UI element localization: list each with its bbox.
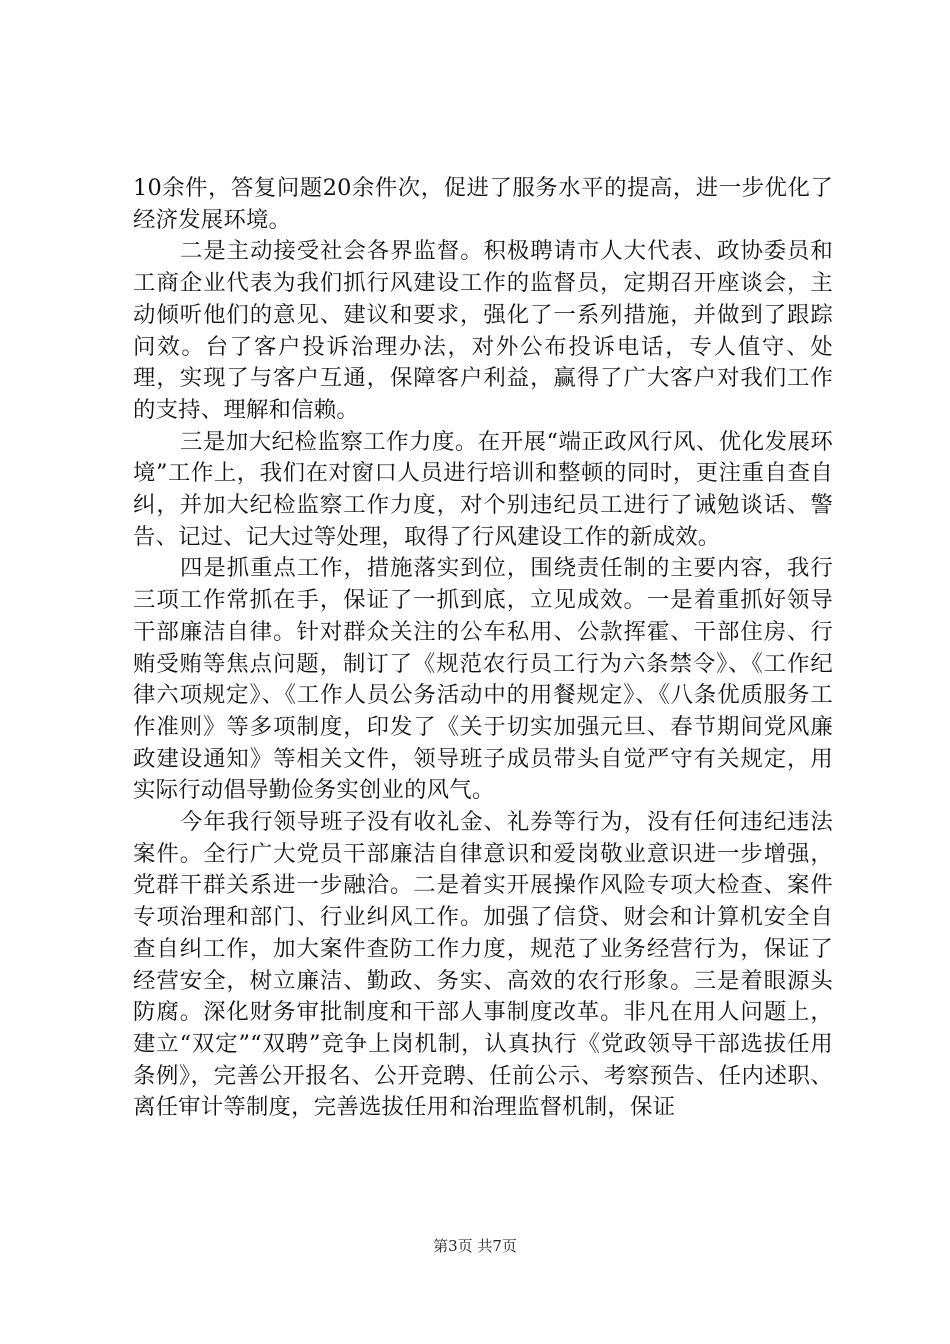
paragraph-this-year: 今年我行领导班子没有收礼金、礼券等行为，没有任何违纪违法案件。全行广大党员干部廉洁自律意识和爱岗敬业意识进一步增强，党群干群关系进一步融洽。二是着实开展操作风险专项大检查、案件专项治理和部门、行业纠风工作。加强了信贷、财会和计算机安全自查自纠工作，加大案件查防工作力度，规范了业务经营行为，保证了经营安全，树立廉洁、勤政、务实、高效的农行形象。三是着眼源头防腐。深化财务审批制度和干部人事制度改革。非凡在用人问题上，建立“双定”“双聘”竞争上岗机制，认真执行《党政领导干部选拔任用条例》，完善公开报名、公开竞聘、任前公示、考察预告、任内述职、离任审计等制度，完善选拔任用和治理监督机制，保证: [133, 809, 833, 1121]
paragraph-discipline: 三是加大纪检监察工作力度。在开展“端正政风行风、优化发展环境”工作上，我们在对窗口人员进行培训和整顿的同时，更注重自查自纠，并加大纪检监察工作力度，对个别违纪员工进行了诫勉谈话、警告、记过、记大过等处理，取得了行风建设工作的新成效。: [133, 428, 833, 550]
body-text: [133, 173, 833, 1124]
page-footer: 第3页 共7页: [433, 1237, 517, 1255]
paragraph-supervision: 二是主动接受社会各界监督。积极聘请市人大代表、政协委员和工商企业代表为我们抓行风建设工作的监督员，定期召开座谈会，主动倾听他们的意见、建议和要求，强化了一系列措施，并做到了跟踪问效。台了客户投诉治理办法，对外公布投诉电话，专人值守、处理，实现了与客户互通，保障客户利益，赢得了广大客户对我们工作的支持、理解和信赖。: [133, 238, 833, 423]
paragraph-continuation: 10余件，答复问题20余件次，促进了服务水平的提高，进一步优化了经济发展环境。: [133, 175, 833, 233]
paragraph-key-work: 四是抓重点工作，措施落实到位，围绕责任制的主要内容，我行三项工作常抓在手，保证了一抓到底，立见成效。一是着重抓好领导干部廉洁自律。针对群众关注的公车私用、公款挥霍、干部住房、行贿受贿等焦点问题，制订了《规范农行员工行为六条禁令》、《工作纪律六项规定》、《工作人员公务活动中的用餐规定》、《八条优质服务工作准则》等多项制度，印发了《关于切实加强元旦、春节期间党风廉政建设通知》等相关文件，领导班子成员带头自觉严守有关规定，用实际行动倡导勤俭务实创业的风气。: [133, 555, 833, 804]
